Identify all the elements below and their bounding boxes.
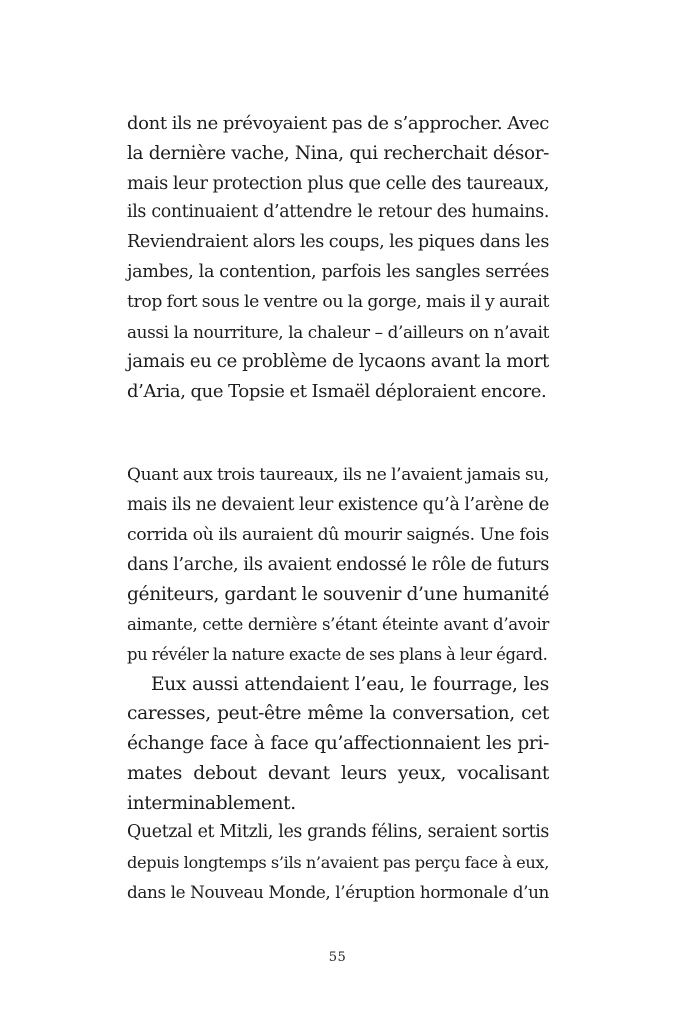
text-line: ils continuaient d’attendre le retour des humains. [127,202,549,223]
text-line: corrida où ils auraient dû mourir saignés. Une fois [127,524,549,545]
text-line: mates debout devant leurs yeux, vocalisant [127,762,549,784]
text-line: caresses, peut-être même la conversation, cet [127,703,549,725]
text-line: trop fort sous le ventre ou la gorge, mais il y aurait [127,291,550,312]
text-line: échange face à face qu’affectionnaient les pri- [127,733,549,755]
text-line: mais ils ne devaient leur existence qu’à l’arène de [127,494,549,515]
text-line: depuis longtemps s’ils n’avaient pas perçu face à eux, [127,852,549,872]
text-line: Eux aussi attendaient l’eau, le fourrage, les [151,673,549,695]
text-line: interminablement. [127,792,296,814]
text-line: d’Aria, que Topsie et Ismaël déploraient encore. [127,381,547,403]
text-line: dont ils ne prévoyaient pas de s’approcher. Avec [127,113,549,134]
text-line: Reviendraient alors les coups, les piques dans les [127,232,549,253]
text-line: Quant aux trois taureaux, ils ne l’avaient jamais su, [127,465,549,485]
paragraph-2 [127,461,549,819]
page-number: 55 [328,950,347,965]
text-line: jambes, la contention, parfois les sangles serrées [127,261,549,282]
text-line: aussi la nourriture, la chaleur – d’ailleurs on n’avait [127,321,549,342]
paragraph-3 [127,818,549,907]
text-line: Quetzal et Mitzli, les grands félins, seraient sortis [127,822,549,842]
text-line: géniteurs, gardant le souvenir d’une humanité [127,584,549,606]
text-line: la dernière vache, Nina, qui recherchait désor- [127,142,549,164]
text-line: dans le Nouveau Monde, l’éruption hormonale d’un [127,881,549,902]
text-line: mais leur protection plus que celle des taureaux, [127,172,549,194]
text-line: jamais eu ce problème de lycaons avant la mort [127,351,549,373]
text-line: dans l’arche, ils avaient endossé le rôle de futurs [127,554,549,576]
text-line: pu révéler la nature exacte de ses plans à leur égard. [127,644,548,664]
text-line: aimante, cette dernière s’étant éteinte avant d’avoir [127,614,549,634]
paragraph-1 [127,109,549,407]
